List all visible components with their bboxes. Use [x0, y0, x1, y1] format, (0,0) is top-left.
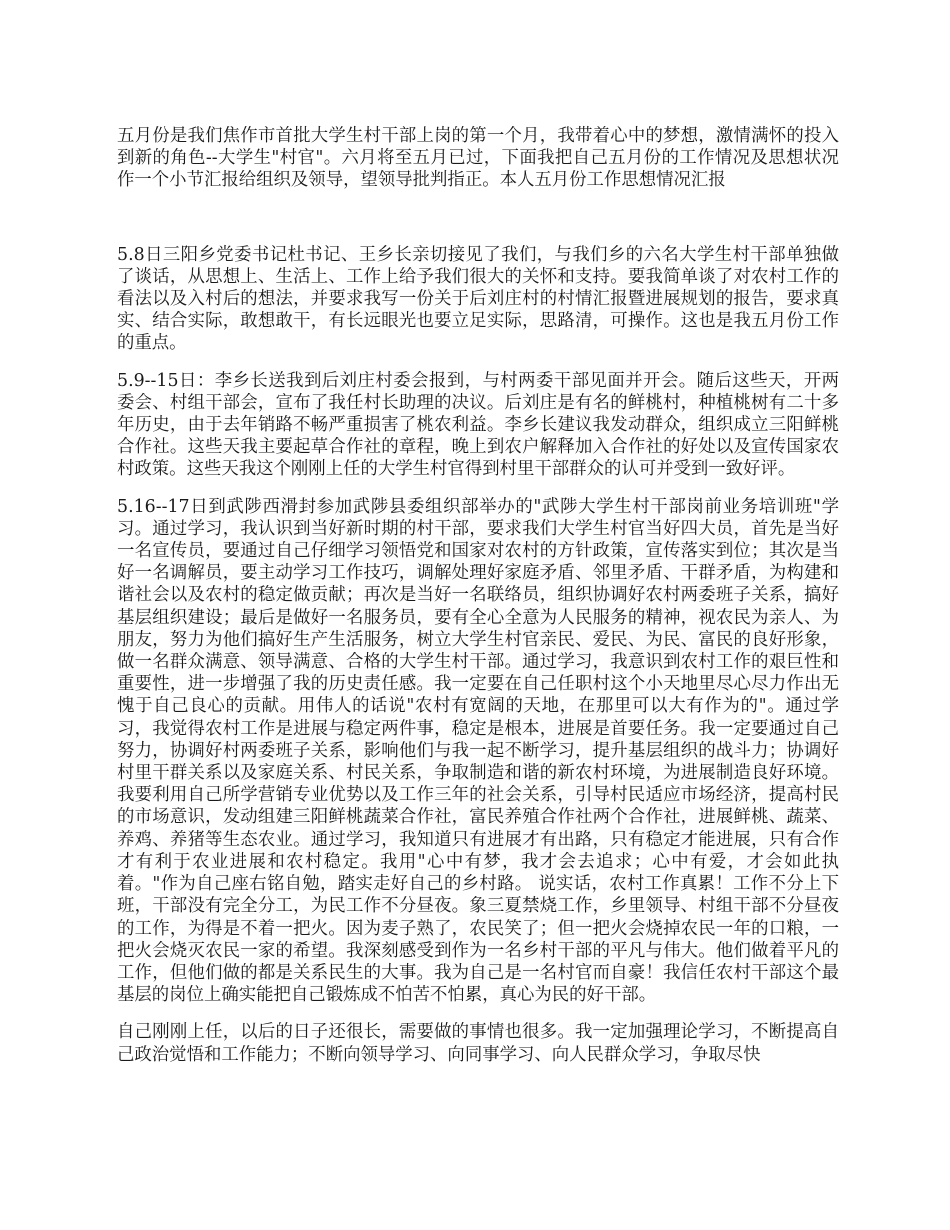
paragraph-may-16-17: 5.16--17日到武陟西滑封参加武陟县委组织部举办的"武陟大学生村干部岗前业务培训班"学习。通过学习，我认识到当好新时期的村干部，要求我们大学生村官当好四大员，首先是当好一名宣传员，要通过自己仔细学习领悟党和国家对农村的方针政策，宣传落实到位；其次是当好一名调解员，要主动学习工作技巧，调解处理好家庭矛盾、邻里矛盾、干群矛盾，为构建和谐社会以及农村的稳定做贡献；再次是当好一名联络员，组织协调好农村两委班子关系，搞好基层组织建设；最后是做好一名服务员，要有全心全意为人民服务的精神，视农民为亲人、为朋友，努力为他们搞好生产生活服务，树立大学生村官亲民、爱民、为民、富民的良好形象，做一名群众满意、领导满意、合格的大学生村干部。通过学习，我意识到农村工作的艰巨性和重要性，进一步增强了我的历史责任感。我一定要在自己任职村这个小天地里尽心尽力作出无愧于自己良心的贡献。用伟人的话说"农村有宽阔的天地，在那里可以大有作为的"。通过学习，我觉得农村工作是进展与稳定两件事，稳定是根本，进展是首要任务。我一定要通过自己努力，协调好村两委班子关系，影响他们与我一起不断学习，提升基层组织的战斗力；协调好村里干群关系以及家庭关系、村民关系，争取制造和谐的新农村环境，为进展制造良好环境。我要利用自己所学营销专业优势以及工作三年的社会关系，引导村民适应市场经济，提高村民的市场意识，发动组建三阳鲜桃蔬菜合作社，富民养殖合作社两个合作社，进展鲜桃、蔬菜、养鸡、养猪等生态农业。通过学习，我知道只有进展才有出路，只有稳定才能进展，只有合作才有利于农业进展和农村稳定。我用"心中有梦，我才会去追求；心中有爱，才会如此执着。"作为自己座右铭自勉，踏实走好自己的乡村路。 说实话，农村工作真累！工作不分上下班，干部没有完全分工，为民工作不分昼夜。象三夏禁烧工作，乡里领导、村组干部不分昼夜的工作，为得是不着一把火。因为麦子熟了，农民笑了；但一把火会烧掉农民一年的口粮，一把火会烧灭农民一家的希望。我深刻感受到作为一名乡村干部的平凡与伟大。他们做着平凡的工作，但他们做的都是关系民生的大事。我为自己是一名村官而自豪！我信任农村干部这个最基层的岗位上确实能把自己锻炼成不怕苦不怕累，真心为民的好干部。 [117, 496, 839, 1006]
document-page [117, 125, 839, 1066]
paragraph-conclusion: 自己刚刚上任，以后的日子还很长，需要做的事情也很多。我一定加强理论学习，不断提高自己政治觉悟和工作能力；不断向领导学习、向同事学习、向人民群众学习，争取尽快 [117, 1022, 839, 1065]
paragraph-intro: 五月份是我们焦作市首批大学生村干部上岗的第一个月，我带着心中的梦想，激情满怀的投入到新的角色--大学生"村官"。六月将至五月已过，下面我把自己五月份的工作情况及思想状况作一个小节汇报给组织及领导，望领导批判指正。本人五月份工作思想情况汇报 [117, 126, 839, 191]
paragraph-may-8: 5.8日三阳乡党委书记杜书记、王乡长亲切接见了我们，与我们乡的六名大学生村干部单独做了谈话，从思想上、生活上、工作上给予我们很大的关怀和支持。要我简单谈了对农村工作的看法以及入村后的想法，并要求我写一份关于后刘庄村的村情汇报暨进展规划的报告，要求真实、结合实际，敢想敢干，有长远眼光也要立足实际，思路清，可操作。这也是我五月份工作的重点。 [117, 244, 839, 354]
paragraph-may-9-15: 5.9--15日：李乡长送我到后刘庄村委会报到，与村两委干部见面并开会。随后这些天，开两委会、村组干部会，宣布了我任村长助理的决议。后刘庄是有名的鲜桃村，种植桃树有二十多年历史，由于去年销路不畅严重损害了桃农利益。李乡长建议我发动群众，组织成立三阳鲜桃合作社。这些天我主要起草合作社的章程，晚上到农户解释加入合作社的好处以及宣传国家农村政策。这些天我这个刚刚上任的大学生村官得到村里干部群众的认可并受到一致好评。 [117, 370, 839, 480]
